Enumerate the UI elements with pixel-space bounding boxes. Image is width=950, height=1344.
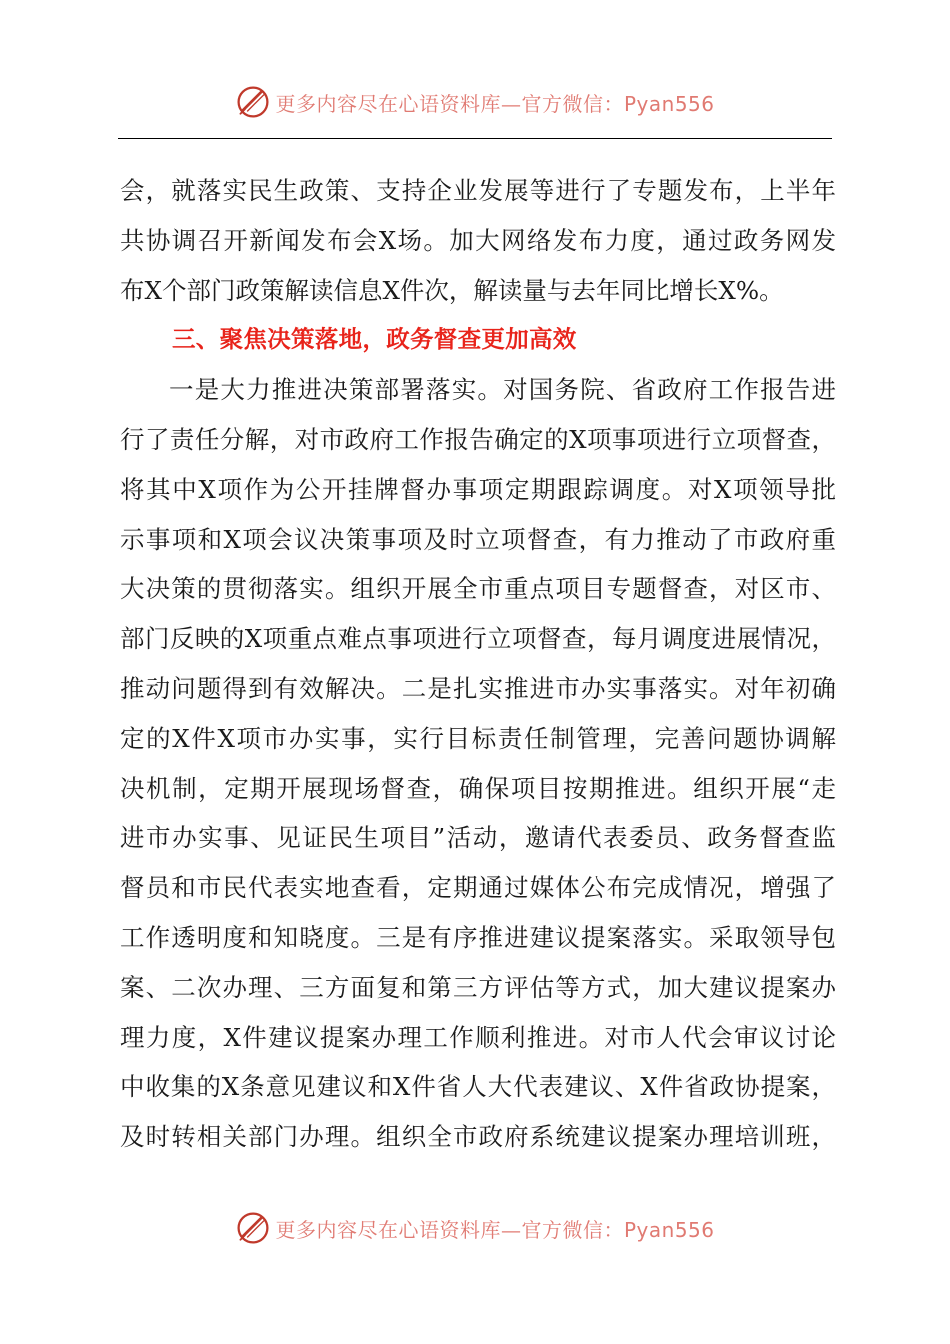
body-line: 定的X件X项市办实事，实行目标责任制管理，完善问题协调解 bbox=[120, 723, 836, 753]
body-line: 中收集的X条意见建议和X件省人大代表建议、X件省政协提案， bbox=[120, 1072, 836, 1102]
body-line: 及时转相关部门办理。组织全市政府系统建议提案办理培训班， bbox=[120, 1122, 836, 1152]
body-line: 理力度，X件建议提案办理工作顺利推进。对市人代会审议讨论 bbox=[120, 1022, 836, 1052]
body-line: 大决策的贯彻落实。组织开展全市重点项目专题督查，对区市、 bbox=[120, 574, 836, 604]
pen-logo-icon bbox=[235, 1210, 271, 1246]
body-line: 工作透明度和知晓度。三是有序推进建议提案落实。采取领导包 bbox=[120, 922, 836, 952]
body-line: 会，就落实民生政策、支持企业发展等进行了专题发布，上半年 bbox=[120, 176, 836, 205]
body-line: 将其中X项作为公开挂牌督办事项定期跟踪调度。对X项领导批 bbox=[120, 474, 836, 504]
header-banner-id: Pyan556 bbox=[623, 91, 715, 116]
header-banner bbox=[0, 82, 950, 122]
document-body bbox=[120, 166, 836, 1162]
body-line: 督员和市民代表实地查看，定期通过媒体公布完成情况，增强了 bbox=[120, 873, 836, 903]
footer-banner-text: 更多内容尽在心语资料库—官方微信：Pyan556 bbox=[275, 1217, 715, 1242]
body-line: 行了责任分解，对市政府工作报告确定的X项事项进行立项督查， bbox=[120, 424, 836, 454]
body-line: 案、二次办理、三方面复和第三方评估等方式，加大建议提案办 bbox=[120, 972, 836, 1002]
body-line: 一是大力推进决策部署落实。对国务院、省政府工作报告进 bbox=[169, 375, 836, 405]
section-heading: 三、聚焦决策落地，政务督查更加高效 bbox=[172, 325, 577, 354]
pen-logo-icon bbox=[235, 84, 271, 120]
body-line: 决机制，定期开展现场督查，确保项目按期推进。组织开展“走 bbox=[120, 773, 836, 803]
header-divider bbox=[118, 138, 832, 139]
body-line: 布X个部门政策解读信息X件次，解读量与去年同比增长X%。 bbox=[120, 275, 784, 305]
body-line: 进市办实事、见证民生项目”活动，邀请代表委员、政务督查监 bbox=[120, 823, 836, 853]
footer-banner-id: Pyan556 bbox=[623, 1217, 715, 1242]
body-line: 示事项和X项会议决策事项及时立项督查，有力推动了市政府重 bbox=[120, 524, 836, 554]
footer-banner bbox=[0, 1208, 950, 1248]
body-line: 推动问题得到有效解决。二是扎实推进市办实事落实。对年初确 bbox=[120, 673, 836, 703]
body-line: 共协调召开新闻发布会X场。加大网络发布力度，通过政务网发 bbox=[120, 225, 836, 255]
header-banner-text: 更多内容尽在心语资料库—官方微信：Pyan556 bbox=[275, 91, 715, 116]
body-line: 部门反映的X项重点难点事项进行立项督查，每月调度进展情况， bbox=[120, 624, 836, 654]
